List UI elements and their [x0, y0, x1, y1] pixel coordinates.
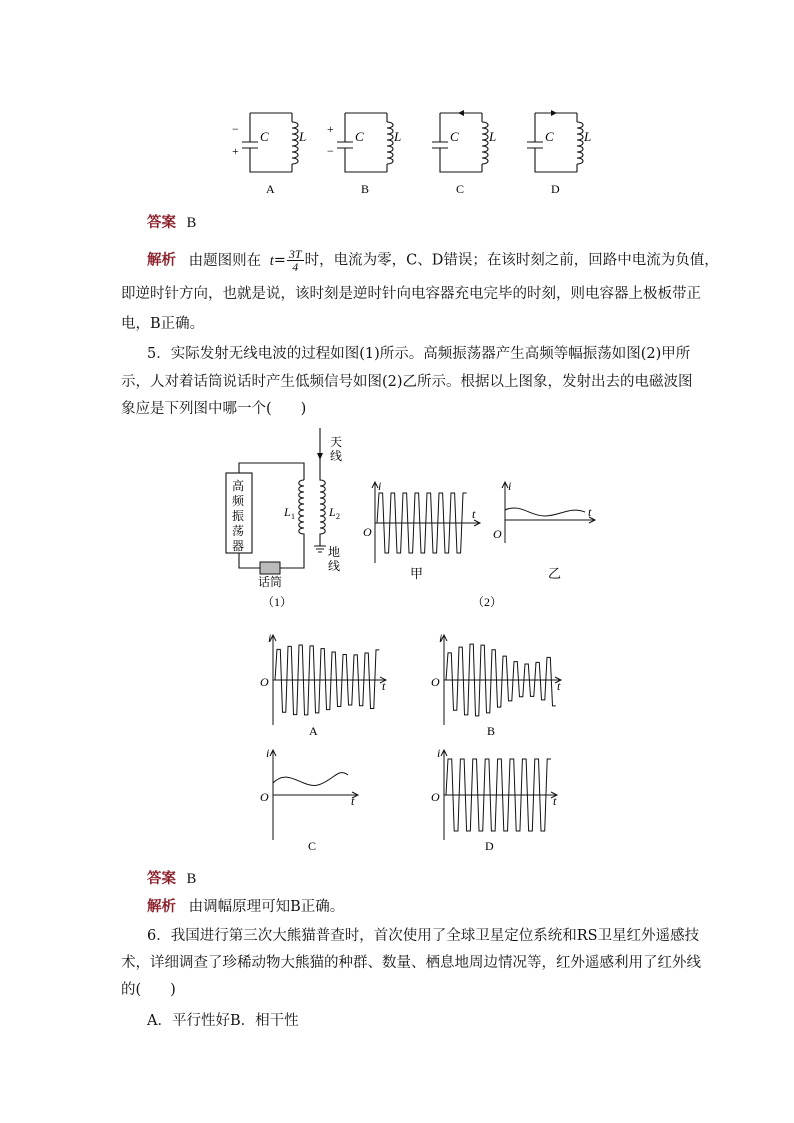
svg-text:天: 天: [330, 435, 343, 449]
antenna-arrow: [317, 453, 323, 460]
svg-text:L: L: [299, 129, 307, 144]
svg-text:（1）: （1）: [262, 595, 293, 609]
q6-choices: A．平行性好B．相干性: [147, 1013, 299, 1029]
svg-text:t: t: [351, 794, 355, 808]
svg-text:−: −: [327, 144, 334, 158]
svg-text:D: D: [485, 839, 494, 853]
lc-circuit-figure: [220, 108, 600, 198]
svg-text:i: i: [268, 631, 272, 645]
svg-text:C: C: [308, 839, 317, 853]
svg-text:t: t: [382, 679, 386, 693]
option-graph-c: [258, 745, 398, 855]
lc-circuit-a: [242, 113, 298, 172]
current-arrow-d: [551, 110, 557, 116]
svg-text:甲: 甲: [410, 566, 424, 581]
q6-line2: 术，详细调查了珍稀动物大熊猫的种群、数量、栖息地周边情况等，红外遥感利用了红外线: [121, 955, 701, 971]
svg-text:C: C: [545, 129, 554, 144]
low-freq-wave-c: [273, 773, 348, 786]
svg-text:i: i: [378, 479, 382, 493]
svg-text:L: L: [284, 505, 291, 519]
svg-text:线: 线: [328, 559, 341, 573]
svg-text:O: O: [431, 790, 440, 804]
q5-line3: 象应是下列图中哪一个( ): [121, 401, 307, 417]
svg-text:器: 器: [232, 539, 245, 553]
wave-figure-2: [360, 478, 610, 613]
svg-text:−: −: [232, 122, 239, 136]
svg-text:振: 振: [232, 509, 245, 523]
svg-text:i: i: [439, 631, 443, 645]
svg-text:荡: 荡: [232, 524, 245, 538]
svg-text:C: C: [450, 129, 459, 144]
svg-text:话筒: 话筒: [258, 575, 283, 589]
svg-text:D: D: [551, 182, 560, 196]
svg-text:1: 1: [291, 512, 295, 521]
svg-text:t: t: [557, 679, 561, 693]
lc-circuit-c: [432, 113, 488, 172]
svg-text:i: i: [266, 746, 270, 760]
svg-text:B: B: [361, 182, 370, 196]
svg-text:（2）: （2）: [472, 595, 503, 609]
q5-line2: 示，人对着话筒说话时产生低频信号如图(2)乙所示。根据以上图象，发射出去的电磁波图: [121, 374, 693, 390]
svg-text:i: i: [508, 479, 512, 493]
svg-text:高: 高: [232, 479, 245, 493]
q5-answer: 答案 B: [147, 871, 197, 887]
option-graph-d: [429, 745, 579, 855]
svg-text:L: L: [394, 129, 402, 144]
svg-text:乙: 乙: [548, 566, 562, 581]
svg-text:频: 频: [232, 494, 245, 508]
svg-text:B: B: [487, 724, 496, 738]
low-freq-wave: [505, 508, 585, 516]
transmitter-circuit-figure: [222, 428, 352, 613]
svg-text:+: +: [327, 122, 334, 136]
q4-answer: 答案 B: [147, 215, 197, 231]
fraction-3t-4: $\frac{3T}{4}$: [288, 247, 302, 274]
svg-text:C: C: [456, 182, 465, 196]
q5-analysis: 解析 由调幅原理可知B正确。: [147, 899, 345, 915]
svg-text:t: t: [472, 507, 476, 521]
lc-circuit-d: [527, 113, 583, 172]
svg-text:O: O: [260, 790, 269, 804]
svg-text:A: A: [266, 182, 275, 196]
svg-text:O: O: [260, 675, 269, 689]
q4-analysis-line3: 电，B正确。: [121, 316, 205, 332]
svg-text:t: t: [588, 505, 592, 519]
svg-text:O: O: [493, 527, 502, 541]
current-arrow-c: [458, 110, 464, 116]
svg-text:L: L: [329, 505, 336, 519]
svg-text:C: C: [260, 129, 269, 144]
q4-analysis-line1: 解析 由题图则在 t= $\frac{3T}{4}$ 时，电流为零，C、D错误；在该时刻之前，回路中电流为负值，: [147, 247, 719, 274]
svg-text:地: 地: [328, 545, 341, 559]
option-graph-b: [429, 630, 579, 740]
option-graph-a: [258, 630, 398, 740]
svg-text:L: L: [584, 129, 592, 144]
svg-text:O: O: [431, 675, 440, 689]
svg-text:+: +: [232, 144, 239, 158]
lc-circuit-b: [337, 113, 393, 172]
svg-text:O: O: [363, 525, 372, 539]
svg-text:C: C: [355, 129, 364, 144]
svg-text:线: 线: [330, 449, 343, 463]
q6-line3: 的( ): [121, 982, 176, 998]
microphone: [260, 562, 280, 574]
svg-text:t: t: [553, 794, 557, 808]
q5-line1: 5．实际发射无线电波的过程如图(1)所示。高频振荡器产生高频等幅振荡如图(2)甲所: [147, 346, 691, 362]
svg-text:A: A: [309, 724, 318, 738]
svg-text:2: 2: [336, 512, 340, 521]
q6-line1: 6．我国进行第三次大熊猫普查时，首次使用了全球卫星定位系统和RS卫星红外遥感技: [147, 928, 700, 944]
svg-text:L: L: [489, 129, 497, 144]
svg-text:i: i: [437, 746, 441, 760]
q4-analysis-line2: 即逆时针方向，也就是说，该时刻是逆时针向电容器充电完毕的时刻，则电容器上极板带正: [121, 286, 701, 302]
